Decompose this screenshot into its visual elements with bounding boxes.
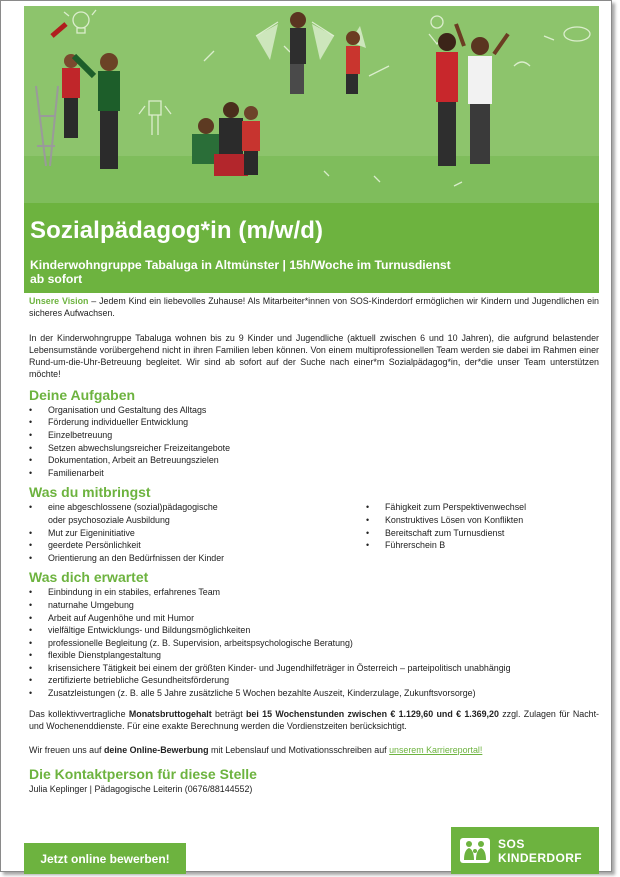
salary-text: zzgl. Zulagen für Nacht- und Wochenenddienste. Für eine exakte Berechnung werden die Vordienstzeiten berücksichtigt. bbox=[29, 708, 600, 731]
list-item: • Dokumentation, Arbeit an Betreuungszielen bbox=[29, 454, 599, 467]
application-text: Wir freuen uns auf bbox=[29, 745, 104, 756]
contact-heading: Die Kontaktperson für diese Stelle bbox=[29, 765, 257, 782]
application-text: mit Lebenslauf und Motivationsschreiben auf bbox=[208, 745, 390, 756]
job-title: Sozialpädagog*in (m/w/d) bbox=[30, 217, 324, 244]
salary-text: beträgt bbox=[211, 708, 247, 719]
intro-paragraph: In der Kinderwohngruppe Tabaluga wohnen bis zu 9 Kinder und Jugendliche (aktuell zwischen 6 und 10 Jahren), die aufgrund belastender Lebensumstände vorübergehend nicht in ihren Familien leben können. Von einem multiprofessionellen Team werden sie dabei im Rahmen einer Rund-um-die-Uhr-Betreuung begleitet. Wir sind ab sofort auf der Suche nach einer*m Sozialpädagog*in, der*die unser Team unterstützen möchte! bbox=[29, 332, 599, 380]
list-item: • krisensichere Tätigkeit bei einem der größten Kinder- und Jugendhilfeträger in Österreich – parteipolitisch unabhängig bbox=[29, 662, 599, 675]
application-emphasis: deine Online-Bewerbung bbox=[103, 745, 209, 756]
vision-paragraph bbox=[29, 295, 599, 320]
list-item: • Familienarbeit bbox=[29, 467, 599, 480]
list-item: • vielfältige Entwicklungs- und Bildungsmöglichkeiten bbox=[29, 624, 599, 637]
job-subtitle bbox=[30, 258, 451, 286]
list-item: • Zusatzleistungen (z. B. alle 5 Jahre zusätzliche 5 Wochen bezahlte Auszeit, Kinderzulage, Zukunftsvorsorge) bbox=[29, 687, 599, 700]
list-item: • Konstruktives Lösen von Konflikten bbox=[366, 514, 596, 527]
list-item: • Einbindung in ein stabiles, erfahrenes Team bbox=[29, 586, 599, 599]
list-item-text: eine abgeschlossene (sozial)pädagogische bbox=[48, 502, 218, 513]
list-item: • Arbeit auf Augenhöhe und mit Humor bbox=[29, 612, 599, 625]
list-item: • Einzelbetreuung bbox=[29, 429, 599, 442]
list-item: • Fähigkeit zum Perspektivenwechsel bbox=[366, 501, 596, 514]
tasks-list bbox=[29, 404, 599, 480]
sos-kinderdorf-logo bbox=[451, 827, 599, 874]
job-location-hours: Kinderwohngruppe Tabaluga in Altmünster | 15h/Woche im Turnusdienst bbox=[30, 258, 451, 272]
application-paragraph bbox=[29, 744, 599, 756]
requirements-list-right bbox=[366, 501, 596, 564]
offers-list bbox=[29, 586, 599, 699]
list-item: • Organisation und Gestaltung des Alltags bbox=[29, 404, 599, 417]
requirements-heading: Was du mitbringst bbox=[29, 484, 151, 501]
list-item-text-continued: oder psychosoziale Ausbildung bbox=[48, 514, 170, 525]
list-item: • Führerschein B bbox=[366, 539, 596, 552]
job-description bbox=[29, 295, 599, 795]
list-item: • Bereitschaft zum Turnusdienst bbox=[366, 527, 596, 540]
list-item: • Förderung individueller Entwicklung bbox=[29, 416, 599, 429]
salary-text: Das kollektivvertragliche bbox=[29, 708, 129, 719]
salary-amount: bei 15 Wochenstunden zwischen € 1.129,60 und € 1.369,20 bbox=[246, 708, 499, 719]
vision-lead: Unsere Vision bbox=[29, 296, 89, 306]
list-item: • Mut zur Eigeninitiative bbox=[29, 527, 366, 540]
offers-heading: Was dich erwartet bbox=[29, 569, 149, 586]
list-item: • naturnahe Umgebung bbox=[29, 599, 599, 612]
career-portal-link[interactable]: unserem Karriereportal! bbox=[389, 745, 483, 756]
list-item: • professionelle Begleitung (z. B. Supervision, arbeitspsychologische Beratung) bbox=[29, 637, 599, 650]
salary-label: Monatsbruttogehalt bbox=[128, 708, 212, 719]
hero-illustration bbox=[24, 6, 599, 203]
list-item: • Orientierung an den Bedürfnissen der Kinder bbox=[29, 552, 366, 565]
salary-paragraph bbox=[29, 708, 599, 733]
list-item: • Setzen abwechslungsreicher Freizeitangebote bbox=[29, 442, 599, 455]
hero-photo-collage bbox=[24, 6, 599, 203]
logo-line-1: SOS bbox=[498, 837, 525, 851]
tasks-heading: Deine Aufgaben bbox=[29, 386, 136, 403]
list-item: • geerdete Persönlichkeit bbox=[29, 539, 366, 552]
title-banner bbox=[24, 203, 599, 293]
requirements-columns bbox=[29, 501, 599, 564]
logo-line-2: KINDERDORF bbox=[498, 851, 582, 865]
apply-online-button[interactable]: Jetzt online bewerben! bbox=[24, 843, 186, 874]
contact-person: Julia Keplinger | Pädagogische Leiterin (0676/88144552) bbox=[29, 783, 253, 794]
family-icon bbox=[460, 838, 490, 863]
job-start-date: ab sofort bbox=[30, 272, 83, 286]
list-item: • zertifizierte betriebliche Gesundheitsförderung bbox=[29, 674, 599, 687]
list-item: • flexible Dienstplangestaltung bbox=[29, 649, 599, 662]
vision-text: – Jedem Kind ein liebevolles Zuhause! Als Mitarbeiter*innen von SOS-Kinderdorf ermöglichen wir Kindern und Jugendlichen ein sicheres Aufwachsen. bbox=[29, 296, 599, 319]
requirements-list-left bbox=[29, 501, 366, 564]
list-item bbox=[29, 501, 366, 526]
